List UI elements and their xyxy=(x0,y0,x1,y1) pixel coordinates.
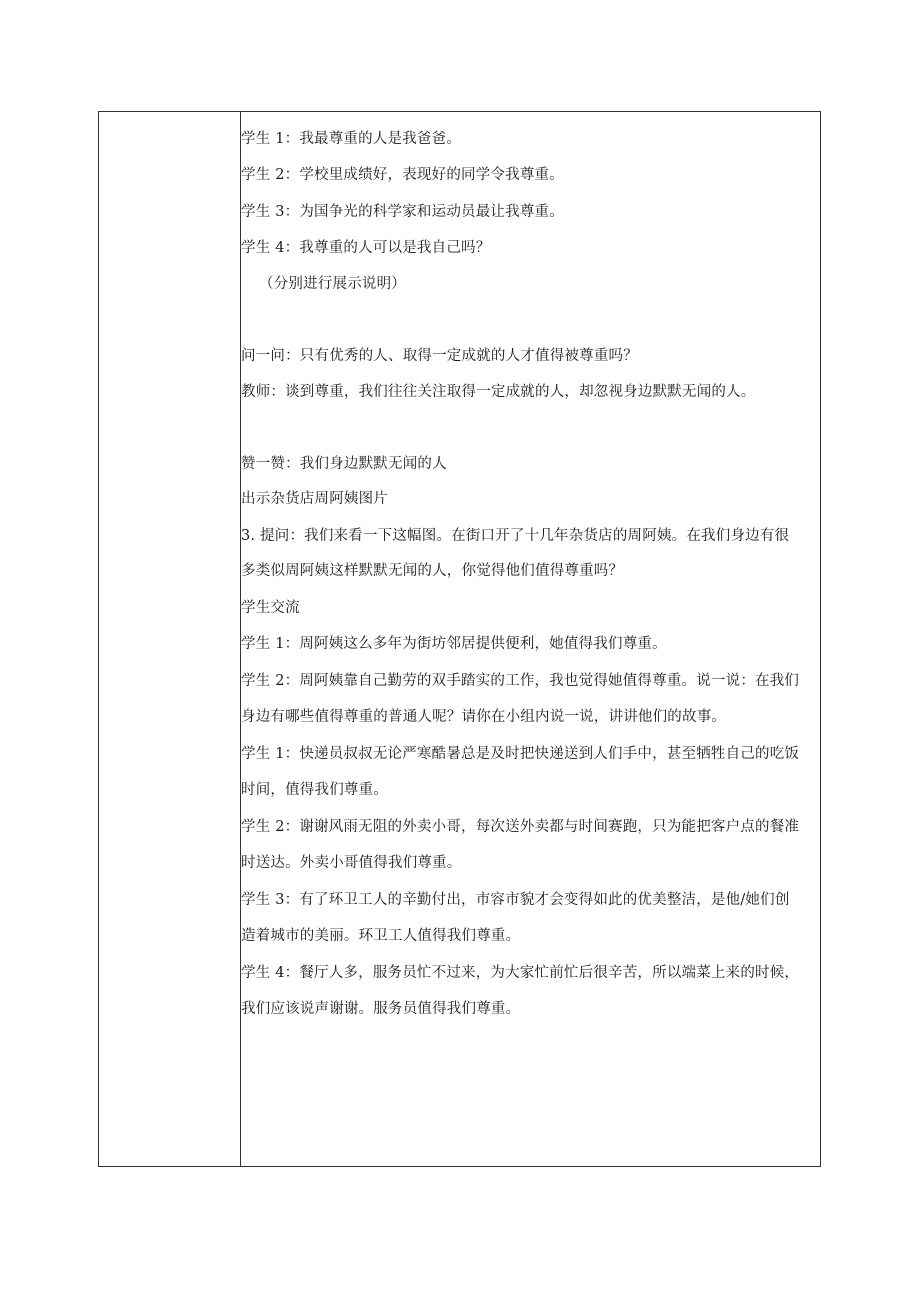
text-line: 学生交流 xyxy=(241,600,300,616)
text-line: 学生 2：学校里成绩好，表现好的同学令我尊重。 xyxy=(241,167,564,183)
text-line: 问一问：只有优秀的人、取得一定成就的人才值得被尊重吗？ xyxy=(241,348,638,364)
text-line: 学生 2：周阿姨靠自己勤劳的双手踏实的工作，我也觉得她值得尊重。说一说：在我们 xyxy=(241,673,800,689)
text-line: 学生 3：为国争光的科学家和运动员最让我尊重。 xyxy=(241,204,564,220)
text-line: 赞一赞：我们身边默默无闻的人 xyxy=(241,456,447,472)
text-line: 出示杂货店周阿姨图片 xyxy=(241,491,388,507)
lesson-table xyxy=(98,111,821,1167)
text-line: 学生 1：快递员叔叔无论严寒酷暑总是及时把快递送到人们手中，甚至牺牲自己的吃饭 xyxy=(241,746,800,762)
text-line: 学生 1：我最尊重的人是我爸爸。 xyxy=(241,131,462,147)
text-line: 学生 3：有了环卫工人的辛勤付出，市容市貌才会变得如此的优美整洁，是他/她们创 xyxy=(241,892,790,908)
text-line: 教师：谈到尊重，我们往往关注取得一定成就的人，却忽视身边默默无闻的人。 xyxy=(241,384,756,400)
right-column-cell xyxy=(241,112,820,1166)
text-line: 时间，值得我们尊重。 xyxy=(241,782,388,798)
text-line: 造着城市的美丽。环卫工人值得我们尊重。 xyxy=(241,928,521,944)
text-line: 学生 4：餐厅人多，服务员忙不过来，为大家忙前忙后很辛苦，所以端菜上来的时候， xyxy=(241,965,800,981)
text-line: 我们应该说声谢谢。服务员值得我们尊重。 xyxy=(241,1001,521,1017)
text-line: 多类似周阿姨这样默默无闻的人，你觉得他们值得尊重吗？ xyxy=(241,563,624,579)
text-line: 学生 2：谢谢风雨无阻的外卖小哥，每次送外卖都与时间赛跑，只为能把客户点的餐准 xyxy=(241,819,800,835)
text-line: 学生 1：周阿姨这么多年为街坊邻居提供便利，她值得我们尊重。 xyxy=(241,636,667,652)
left-column-cell xyxy=(99,112,241,1166)
text-line: （分别进行展示说明） xyxy=(259,276,406,292)
text-line: 时送达。外卖小哥值得我们尊重。 xyxy=(241,855,462,871)
text-line: 身边有哪些值得尊重的普通人呢？请你在小组内说一说，讲讲他们的故事。 xyxy=(241,709,727,725)
text-line: 学生 4：我尊重的人可以是我自己吗？ xyxy=(241,240,491,256)
text-line: 3. 提问：我们来看一下这幅图。在街口开了十几年杂货店的周阿姨。在我们身边有很 xyxy=(241,528,790,544)
